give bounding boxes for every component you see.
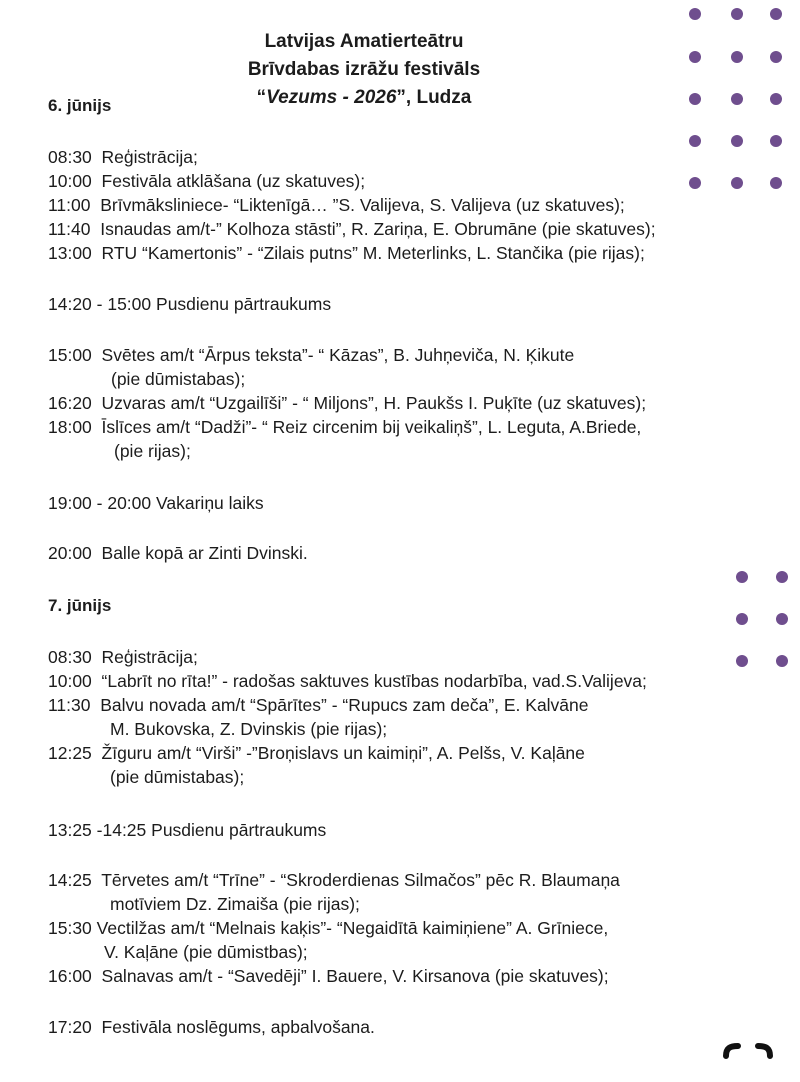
item-text: Pusdienu pārtraukums [156,294,332,314]
schedule-item [48,964,609,988]
item-text: Reģistrācija; [101,147,198,167]
dot [731,8,743,20]
item-text: Žīguru am/t “Virši” -”Broņislavs un kaimiņi”, A. Pelšs, V. Kaļāne [101,743,585,763]
item-time: 10:00 [48,671,92,691]
item-time: 16:20 [48,393,92,413]
item-time: 17:20 [48,1017,92,1037]
schedule-item [48,193,625,217]
schedule-item [48,343,574,391]
title-line-2: Brīvdabas izrāžu festivāls [247,59,481,80]
item-time: 15:30 [48,918,92,938]
dot [770,177,782,189]
item-text: Festivāla atklāšana (uz skatuves); [101,171,366,191]
dot [731,51,743,63]
title-line-3 [164,84,564,112]
item-text: Svētes am/t “Ārpus teksta”- “ Kāzas”, B. Juhņeviča, N. Ķikute [101,345,575,365]
dot [736,655,748,667]
schedule-item [48,741,585,789]
item-text: Balle kopā ar Zinti Dvinski. [101,543,308,563]
schedule-item [48,693,589,741]
dot [770,135,782,147]
title-location: ”, Ludza [396,87,472,108]
item-text: Tērvetes am/t “Trīne” - “Skroderdienas Silmačos” pēc R. Blaumaņa [101,870,620,890]
item-time: 14:25 [48,870,92,890]
dot [736,571,748,583]
item-time: 11:00 [48,195,91,215]
crop-icon[interactable] [722,1042,774,1082]
dot [770,93,782,105]
dot [736,613,748,625]
dot [776,571,788,583]
item-time: 08:30 [48,147,92,167]
item-time: 08:30 [48,647,92,667]
schedule-item [48,217,656,241]
item-time: 18:00 [48,417,92,437]
item-continuation: (pie dūmistabas); [110,767,245,787]
item-text: Reģistrācija; [101,647,198,667]
dot [689,93,701,105]
item-text: Salnavas am/t - “Savedēji” I. Bauere, V. Kirsanova (pie skatuves); [101,966,609,986]
item-continuation: motīviem Dz. Zimaiša (pie rijas); [110,894,360,914]
dot [689,8,701,20]
item-text: Brīvmāksliniece- “Liktenīgā… ”S. Valijeva, S. Valijeva (uz skatuves); [100,195,625,215]
day2-title: 7. jūnijs [48,596,112,615]
item-text: Festivāla noslēgums, apbalvošana. [101,1017,375,1037]
item-time: 13:00 [48,243,92,263]
break-item [48,491,264,515]
schedule-item [48,645,198,669]
item-time: 11:30 [48,695,91,715]
dot [689,177,701,189]
item-continuation: (pie rijas); [114,441,191,461]
break-item [48,292,331,316]
item-time: 12:25 [48,743,92,763]
item-text: Īslīces am/t “Dadži”- “ Reiz circenim bij veikaliņš”, L. Leguta, A.Briede, [101,417,642,437]
schedule-item [48,415,641,463]
item-text: Balvu novada am/t “Spārītes” - “Rupucs zam deča”, E. Kalvāne [100,695,589,715]
festival-title [164,28,564,112]
item-text: Vakariņu laiks [156,493,264,513]
item-time: 19:00 - 20:00 [48,493,152,513]
dot [731,177,743,189]
dot [770,51,782,63]
schedule-item [48,1015,375,1039]
item-text: “Labrīt no rīta!” - radošas saktuves kustības nodarbība, vad.S.Valijeva; [101,671,647,691]
dot [776,655,788,667]
title-line-1: Latvijas Amatierteātru [264,31,464,52]
item-time: 13:25 -14:25 [48,820,147,840]
item-time: 14:20 - 15:00 [48,294,152,314]
schedule-item [48,541,308,565]
item-text: Isnaudas am/t-” Kolhoza stāsti”, R. Zariņa, E. Obrumāne (pie skatuves); [100,219,656,239]
item-time: 10:00 [48,171,92,191]
item-text: Uzvaras am/t “Uzgailīši” - “ Miljons”, H. Paukšs I. Puķīte (uz skatuves); [101,393,647,413]
dot [776,613,788,625]
item-continuation: M. Bukovska, Z. Dvinskis (pie rijas); [110,719,388,739]
dot [731,135,743,147]
schedule-item [48,145,198,169]
item-time: 16:00 [48,966,92,986]
dot [689,51,701,63]
item-text: Vectilžas am/t “Melnais kaķis”- “Negaidītā kaimiņiene” A. Grīniece, [96,918,609,938]
item-text: RTU “Kamertonis” - “Zilais putns” M. Meterlinks, L. Stančika (pie rijas); [101,243,645,263]
schedule-item [48,169,365,193]
schedule-item [48,391,646,415]
item-continuation: V. Kaļāne (pie dūmistbas); [104,942,308,962]
item-text: Pusdienu pārtraukums [151,820,327,840]
break-item [48,818,326,842]
dot [770,8,782,20]
title-festival-name: Vezums - 2026 [266,87,397,108]
dot [731,93,743,105]
dot [689,135,701,147]
item-time: 20:00 [48,543,92,563]
schedule-item [48,241,645,265]
schedule-item [48,669,647,693]
item-time: 11:40 [48,219,91,239]
item-continuation: (pie dūmistabas); [111,369,246,389]
title-quote: “ [256,87,267,108]
day1-title: 6. jūnijs [48,96,112,115]
item-time: 15:00 [48,345,92,365]
schedule-item [48,916,608,964]
schedule-item [48,868,620,916]
